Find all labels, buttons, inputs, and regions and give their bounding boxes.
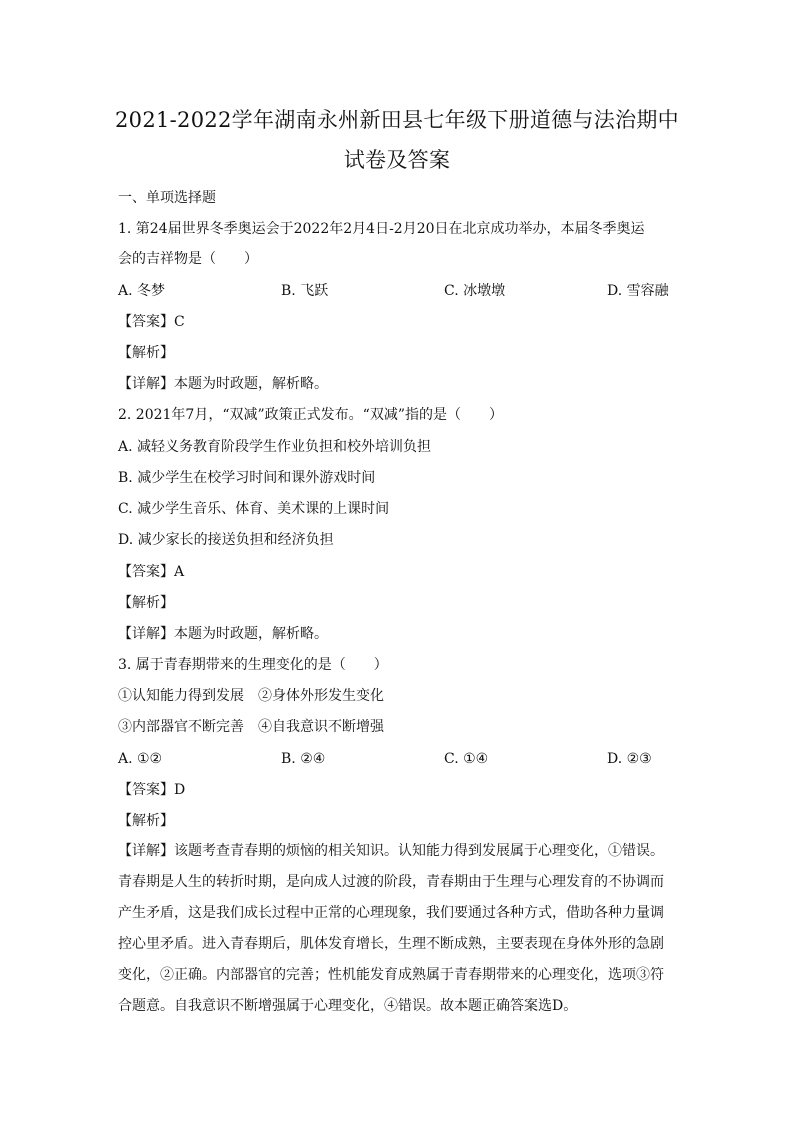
question-2-option-c: C. 减少学生音乐、体育、美术课的上课时间 bbox=[118, 501, 390, 517]
question-3-detail-line-4: 控心里矛盾。进入青春期后，肌体发育增长，生理不断成熟，主要表现在身体外形的急剧 bbox=[118, 936, 664, 952]
question-1-option-b: B. 飞跃 bbox=[281, 283, 329, 299]
question-2-analysis-label: 【解析】 bbox=[118, 595, 174, 611]
question-3-detail-line-6: 合题意。自我意识不断增强属于心理变化，④错误。故本题正确答案选D。 bbox=[118, 998, 578, 1014]
question-3-items-line-2: ③内部器官不断完善 ④自我意识不断增强 bbox=[118, 719, 384, 735]
question-3-option-a: A. ①② bbox=[118, 751, 163, 767]
question-3-option-c: C. ①④ bbox=[444, 751, 489, 767]
question-3-analysis-label: 【解析】 bbox=[118, 813, 174, 829]
question-3-detail bbox=[118, 836, 674, 1022]
question-2-option-a: A. 减轻义务教育阶段学生作业负担和校外培训负担 bbox=[118, 439, 432, 455]
question-2-option-b: B. 减少学生在校学习时间和课外游戏时间 bbox=[118, 470, 376, 486]
question-1-detail: 【详解】本题为时政题，解析略。 bbox=[118, 376, 328, 392]
question-3-detail-line-2: 青春期是人生的转折时期，是向成人过渡的阶段，青春期由于生理与心理发育的不协调而 bbox=[118, 874, 664, 890]
question-2-detail: 【详解】本题为时政题，解析略。 bbox=[118, 626, 328, 642]
question-2-option-d: D. 减少家长的接送负担和经济负担 bbox=[118, 532, 334, 548]
question-2-answer: 【答案】A bbox=[118, 564, 185, 580]
question-1-analysis-label: 【解析】 bbox=[118, 345, 174, 361]
question-3-option-d: D. ②③ bbox=[607, 751, 652, 767]
question-3-items-line-1: ①认知能力得到发展 ②身体外形发生变化 bbox=[118, 688, 384, 704]
question-1-option-d: D. 雪容融 bbox=[607, 283, 669, 299]
section-heading: 一、单项选择题 bbox=[118, 190, 216, 206]
question-3-option-b: B. ②④ bbox=[281, 751, 326, 767]
question-3-stem: 3. 属于青春期带来的生理变化的是（ ） bbox=[118, 657, 388, 673]
question-1-stem-line-1: 1. 第24届世界冬季奥运会于2022年2月4日-2月20日在北京成功举办，本届冬季奥运 bbox=[118, 221, 645, 237]
question-2-stem: 2. 2021年7月，“双减”政策正式发布。“双减”指的是（ ） bbox=[118, 407, 503, 423]
question-1-option-a: A. 冬梦 bbox=[118, 283, 166, 299]
question-1-stem-line-2: 会的吉祥物是（ ） bbox=[118, 251, 258, 267]
question-3-detail-line-3: 产生矛盾，这是我们成长过程中正常的心理现象，我们要通过各种方式，借助各种力量调 bbox=[118, 905, 664, 921]
question-3-answer: 【答案】D bbox=[118, 782, 186, 798]
document-title-line-1: 2021-2022学年湖南永州新田县七年级下册道德与法治期中 bbox=[115, 108, 679, 132]
question-3-detail-line-1: 【详解】该题考查青春期的烦恼的相关知识。认知能力得到发展属于心理变化，①错误。 bbox=[118, 843, 664, 859]
document-title-line-2: 试卷及答案 bbox=[343, 148, 451, 172]
question-1-answer: 【答案】C bbox=[118, 314, 185, 330]
question-3-detail-line-5: 变化，②正确。内部器官的完善；性机能发育成熟属于青春期带来的心理变化，选项③符 bbox=[118, 967, 664, 983]
question-1-option-c: C. 冰墩墩 bbox=[444, 283, 506, 299]
